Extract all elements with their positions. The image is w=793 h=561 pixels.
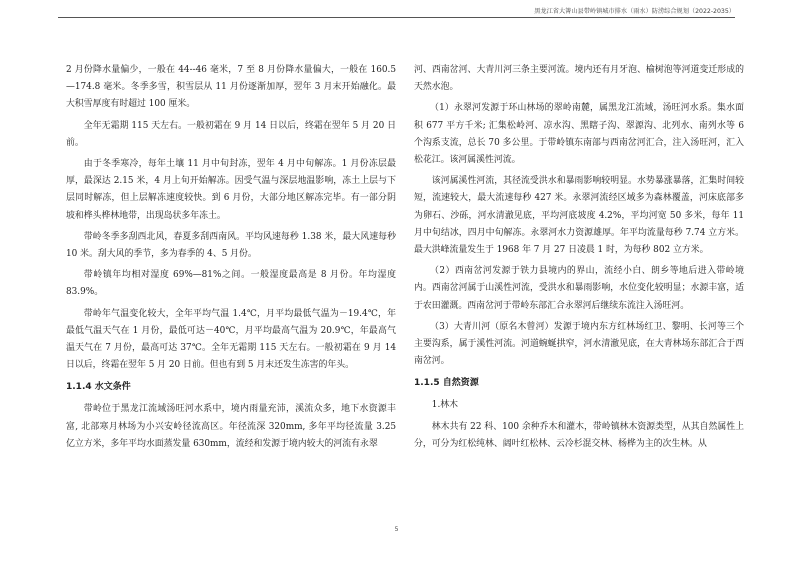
right-column — [414, 62, 744, 457]
header-rule — [58, 17, 735, 18]
paragraph-daqingchuan-river: （3）大青川河（原名木曾河）发源于境内东方红林场红卫、黎明、长河等三个主要沟系，属于溪性河流。河道蜿蜒拱窄，河水清澈见底，在大青林场东部汇合于西南岔河。 — [414, 321, 744, 367]
paragraph-rivers-continued: 河、西南岔河、大青川河三条主要河流。境内还有月牙泡、榆树泡等河道变迁形成的天然水泡。 — [414, 65, 744, 93]
paragraph-wind: 带岭冬季多刮西北风，春夏多刮西南风。平均风速每秒 1.38 米，最大风速每秒 10 米。刮大风的季节，多为春季的 4、5 月份。 — [66, 231, 396, 260]
paragraph-yongcui-flow: 该河属溪性河流，其径流受洪水和暴雨影响较明显。水势暴涨暴落，汇集时间较短，流速较大，最大流速每秒 427 米。永翠河流经区域多为森林覆盖，河床底部多为卵石、沙砾，河水清澈见底，平均河底坡度 4.2%，平均河宽 50 多米，每年 11 月中旬结冰，四月中旬解冻。永翠河水力资源雄厚。年平均流量每秒 7.74 立方米。最大洪峰流量发生于 1968 年 7 月 27 日凌晨 1 时，为每秒 802 立方米。 — [414, 176, 744, 256]
left-column — [66, 62, 396, 457]
page-number: 5 — [394, 526, 399, 533]
paragraph-temperature: 带岭年气温变化较大，全年平均气温 1.4℃，月平均最低气温为－19.4℃，年最低气温天气在 1 月份，最低可达－40℃，月平均最高气温为 20.9℃，年最高气温天气在 7 月份，最高可达 37℃。全年无霜期 115 天左右。一般初霜在 9 月 14 日以后，终霜在翌年 5 月 20 日前。但也有到 5 月末还发生冻害的年头。 — [66, 308, 396, 371]
sub-heading-forest: 1.林木 — [431, 400, 459, 411]
paragraph-frozen-soil: 由于冬季寒冷，每年土壤 11 月中旬封冻，翌年 4 月中旬解冻。1 月份冻层最厚，最深达 2.15 米，4 月上旬开始解冻。因受气温与深层地温影响，冻土上层与下层同时解冻，但上层解冻速度较快。到 6 月份，大部分地区解冻完毕。有一部分阴坡和桦头桦林地带，出现岛状多年冻土。 — [66, 159, 396, 221]
section-heading-natural-resources: 1.1.5 自然资源 — [414, 378, 479, 389]
paragraph-forest: 林木共有 22 科、100 余种乔木和灌木，带岭镇林木资源类型，从其自然属性上分，可分为红松纯林、阔叶红松林、云冷杉混交林、杨桦为主的次生林。从 — [414, 421, 744, 449]
paragraph-precipitation: 2 月份降水量偏少，一般在 44--46 毫米，7 至 8 月份降水量偏大，一般在 160.5—174.8 毫米。冬季多雪，积雪层从 11 月份逐渐加厚，翌年 3 月末开始融化。最大积雪厚度有时超过 100 厘米。 — [66, 65, 396, 110]
paragraph-frost-free: 全年无霜期 115 天左右。一般初霜在 9 月 14 日以后，终霜在翌年 5 月 20 日前。 — [66, 120, 396, 148]
paragraph-yongcui-river: （1）永翠河发源于环山林场的翠岭南麓，属黑龙江流域，汤旺河水系。集水面积 677 平方千米; 汇集松岭河、凉水沟、黑瞎子沟、翠源沟、北列水、南列水等 6 个沟系支流，总长 70 多公里。于带岭镇东南部与西南岔河汇合，注入汤旺河，汇入松花江。该河属溪性河流。 — [414, 103, 744, 166]
section-heading-hydrology: 1.1.4 水文条件 — [66, 382, 131, 393]
paragraph-humidity: 带岭镇年均相对湿度 69%—81%之间。一般湿度最高是 8 月份。年均湿度 83.9%。 — [66, 270, 396, 298]
paragraph-xinancha-river: （2）西南岔河发源于铁力县境内的界山，流经小白、朗乡等地后进入带岭境内。西南岔河属于山溪性河流，受洪水和暴雨影响，水位变化较明显；水源丰富，适于农田灌溉。西南岔河于带岭东部汇合永翠河后继续东流注入汤旺河。 — [414, 266, 744, 311]
paragraph-hydrology: 带岭位于黑龙江流域汤旺河水系中，境内雨量充沛，溪流众多，地下水资源丰富, 北部寒月林场为小兴安岭径流高区。年径流深 320mm, 多年平均径流量 3.25 亿立方米，多年平均水面蒸发量 630mm，流经和发源于境内较大的河流有永翠 — [66, 404, 396, 449]
running-header: 黑龙江省大箐山县带岭镇城市排水（雨水）防涝综合规划（2022-2035） — [534, 8, 735, 15]
